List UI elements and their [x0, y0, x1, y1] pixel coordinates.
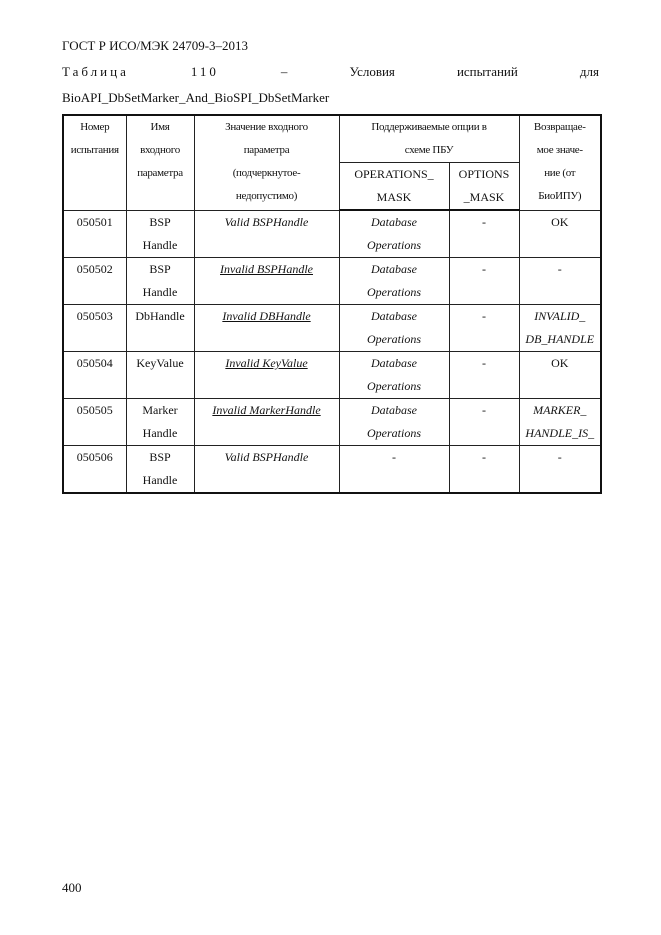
- cell-operations-mask: Database Operations: [339, 305, 449, 352]
- cell-param-name: BSP Handle: [126, 210, 194, 258]
- caption-word-conditions: Условия: [349, 64, 395, 79]
- table-row: [63, 210, 601, 258]
- header-test-number: Номер испытания: [63, 115, 126, 210]
- test-conditions-table: [62, 114, 602, 494]
- caption-word-for: для: [579, 64, 599, 79]
- header-operations-mask: OPERATIONS_ MASK: [339, 163, 449, 211]
- cell-param-name: DbHandle: [126, 305, 194, 352]
- table-row: [63, 352, 601, 399]
- cell-options-mask: -: [449, 210, 519, 258]
- table-row: [63, 399, 601, 446]
- cell-options-mask: -: [449, 446, 519, 494]
- cell-param-name: BSP Handle: [126, 446, 194, 494]
- cell-return-value: INVALID_ DB_HANDLE: [519, 305, 601, 352]
- table-row: [63, 446, 601, 494]
- caption-word-tests: испытаний: [456, 64, 518, 79]
- cell-return-value: -: [519, 446, 601, 494]
- cell-return-value: OK: [519, 352, 601, 399]
- cell-param-name: BSP Handle: [126, 258, 194, 305]
- table-caption-function: BioAPI_DbSetMarker_And_BioSPI_DbSetMarker: [62, 90, 330, 105]
- table-caption: [62, 64, 599, 80]
- header-return-value: Возвращае- мое значе- ние (от БиоИПУ): [519, 115, 601, 210]
- table-row: [63, 258, 601, 305]
- cell-operations-mask: Database Operations: [339, 352, 449, 399]
- cell-return-value: MARKER_ HANDLE_IS_: [519, 399, 601, 446]
- caption-dash: –: [280, 64, 288, 79]
- caption-word-table: Таблица: [62, 64, 129, 79]
- cell-operations-mask: -: [339, 446, 449, 494]
- cell-options-mask: -: [449, 305, 519, 352]
- header-supported-options: Поддерживаемые опции в схеме ПБУ: [339, 115, 519, 163]
- cell-input-value: Invalid MarkerHandle: [194, 399, 339, 446]
- cell-input-value: Valid BSPHandle: [194, 446, 339, 494]
- cell-options-mask: -: [449, 399, 519, 446]
- cell-options-mask: -: [449, 258, 519, 305]
- cell-test-number: 050501: [63, 210, 126, 258]
- cell-test-number: 050504: [63, 352, 126, 399]
- cell-param-name: Marker Handle: [126, 399, 194, 446]
- header-input-value: Значение входного параметра (подчеркнутое- недопустимо): [194, 115, 339, 210]
- cell-input-value: Valid BSPHandle: [194, 210, 339, 258]
- table-body: [63, 210, 601, 493]
- header-param-name: Имя входного параметра: [126, 115, 194, 210]
- cell-return-value: OK: [519, 210, 601, 258]
- cell-param-name: KeyValue: [126, 352, 194, 399]
- cell-return-value: -: [519, 258, 601, 305]
- cell-test-number: 050506: [63, 446, 126, 494]
- cell-test-number: 050503: [63, 305, 126, 352]
- cell-operations-mask: Database Operations: [339, 399, 449, 446]
- cell-input-value: Invalid DBHandle: [194, 305, 339, 352]
- document-header: ГОСТ Р ИСО/МЭК 24709-3–2013: [62, 38, 249, 53]
- caption-table-number: 110: [190, 64, 219, 79]
- header-options-mask: OPTIONS _MASK: [449, 163, 519, 211]
- cell-input-value: Invalid BSPHandle: [194, 258, 339, 305]
- cell-test-number: 050505: [63, 399, 126, 446]
- page-number: 400: [62, 880, 82, 895]
- table-row: [63, 305, 601, 352]
- cell-options-mask: -: [449, 352, 519, 399]
- cell-operations-mask: Database Operations: [339, 210, 449, 258]
- cell-test-number: 050502: [63, 258, 126, 305]
- cell-input-value: Invalid KeyValue: [194, 352, 339, 399]
- cell-operations-mask: Database Operations: [339, 258, 449, 305]
